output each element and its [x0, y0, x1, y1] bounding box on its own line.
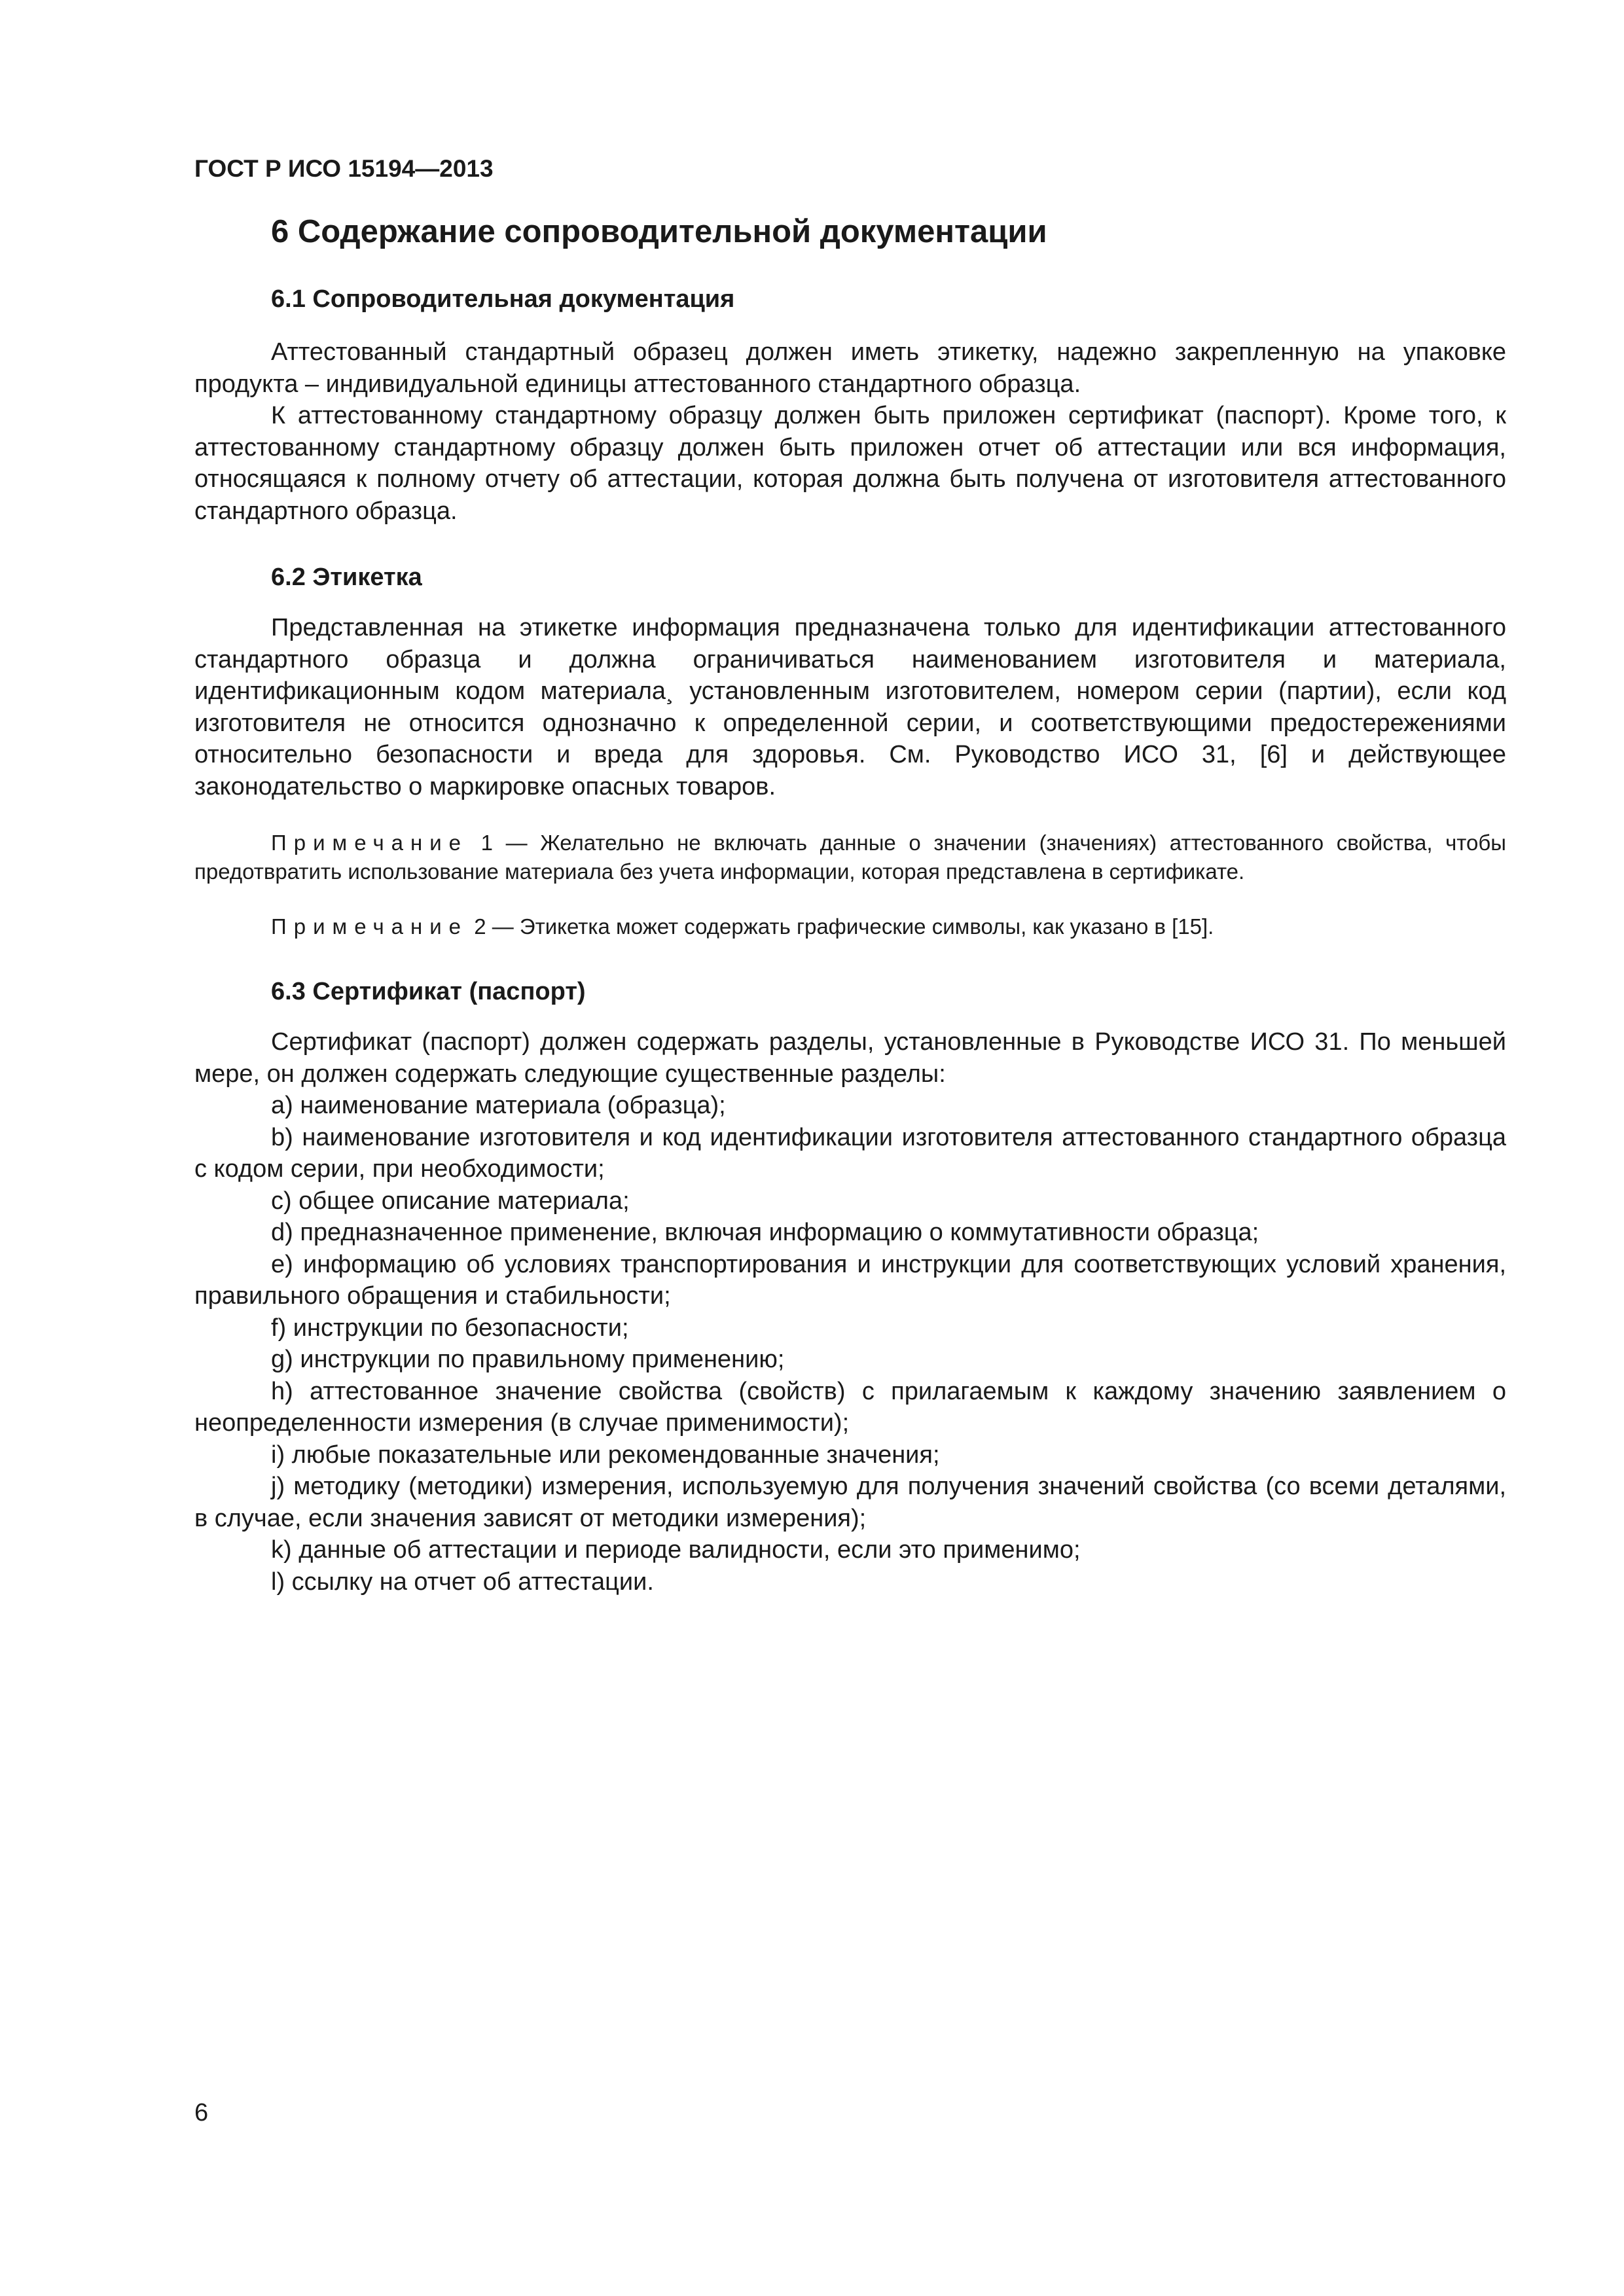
section-6-1-title: 6.1 Сопроводительная документация: [271, 285, 735, 313]
note-2-number: 2: [474, 914, 486, 939]
section-6-2-paragraph: Представленная на этикетке информация предназначена только для идентификации аттестованного стандартного образца и должна ограничиваться наименованием изготовителя и материала, идентификационным кодом материала¸ установленным изготовителем, номером серии (партии), если код изготовителя не относится однозначно к определенной серии, и соответствующими предостережениями относительно безопасности и вреда для здоровья. См. Руководство ИСО 31, [6] и действующее законодательство о маркировке опасных товаров.: [194, 614, 1506, 800]
note-2: [194, 912, 1506, 941]
document-body: [194, 211, 1506, 1598]
list-item: h) аттестованное значение свойства (свойств) с прилагаемым к каждому значению заявлением о неопределенности измерения (в случае применимости);: [194, 1377, 1506, 1437]
note-1-text: — Желательно не включать данные о значении (значениях) аттестованного свойства, чтобы предотвратить использование материала без учета информации, которая представлена в сертификате.: [194, 831, 1507, 884]
section-6-3-title: 6.3 Сертификат (паспорт): [271, 978, 586, 1005]
section-6-2-title: 6.2 Этикетка: [271, 564, 422, 591]
section-6-1-paragraph-2: К аттестованному стандартному образцу должен быть приложен сертификат (паспорт). Кроме того, к аттестованному стандартному образцу должен быть приложен отчет об аттестации или вся информация, относящаяся к полному отчету об аттестации, которая должна быть получена от изготовителя аттестованного стандартного образца.: [194, 402, 1506, 525]
note-2-label: Примечание: [271, 914, 469, 939]
list-item: i) любые показательные или рекомендованные значения;: [271, 1441, 940, 1469]
note-1-label: Примечание: [271, 831, 469, 855]
section-6-1-paragraph-1: Аттестованный стандартный образец должен иметь этикетку, надежно закрепленную на упаковке продукта – индивидуальной единицы аттестованного стандартного образца.: [194, 338, 1506, 398]
list-item: f) инструкции по безопасности;: [271, 1314, 629, 1342]
note-2-text: — Этикетка может содержать графические символы, как указано в [15].: [492, 914, 1214, 939]
list-item: g) инструкции по правильному применению;: [271, 1346, 785, 1373]
document-code-header: ГОСТ Р ИСО 15194—2013: [194, 155, 494, 182]
list-item: e) информацию об условиях транспортирования и инструкции для соответствующих условий хранения, правильного обращения и стабильности;: [194, 1250, 1506, 1310]
list-item: l) ссылку на отчет об аттестации.: [271, 1568, 654, 1596]
note-1-number: 1: [480, 831, 493, 855]
list-item: k) данные об аттестации и периоде валидности, если это применимо;: [271, 1536, 1081, 1564]
section-6-title: 6 Содержание сопроводительной документации: [271, 214, 1047, 249]
list-item: a) наименование материала (образца);: [271, 1092, 726, 1119]
list-item: b) наименование изготовителя и код идентификации изготовителя аттестованного стандартного образца с кодом серии, при необходимости;: [194, 1123, 1506, 1183]
list-item: c) общее описание материала;: [271, 1187, 630, 1215]
list-item: j) методику (методики) измерения, используемую для получения значений свойства (со всеми деталями, в случае, если значения зависят от методики измерения);: [194, 1473, 1506, 1532]
page-number: 6: [194, 2099, 209, 2126]
section-6-3-paragraph: Сертификат (паспорт) должен содержать разделы, установленные в Руководстве ИСО 31. По меньшей мере, он должен содержать следующие существенные разделы:: [194, 1028, 1506, 1088]
note-1: [194, 829, 1506, 886]
list-item: d) предназначенное применение, включая информацию о коммутативности образца;: [271, 1219, 1259, 1246]
